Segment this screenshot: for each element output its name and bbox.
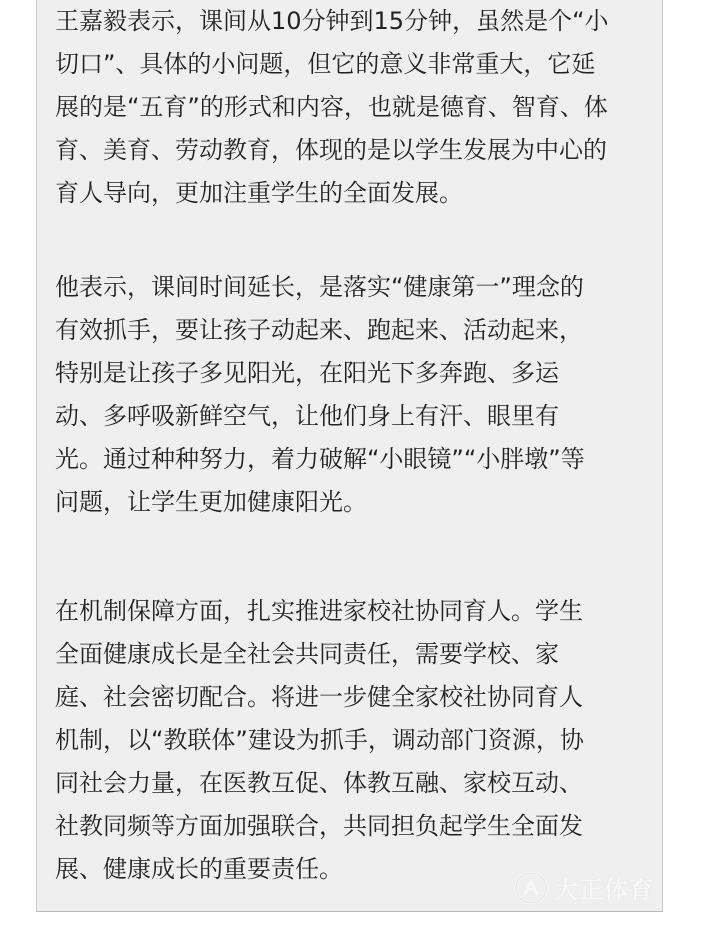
- text-line: 展、健康成长的重要责任。: [55, 855, 343, 883]
- text-line: 机制，以“教联体”建设为抓手，调动部门资源，协: [55, 726, 584, 754]
- text-line: 在机制保障方面，扎实推进家校社协同育人。学生: [55, 597, 583, 625]
- text-line: 庭、社会密切配合。将进一步健全家校社协同育人: [55, 683, 583, 711]
- brand-logo-icon: [514, 871, 548, 905]
- text-line: 特别是让孩子多见阳光，在阳光下多奔跑、多运: [55, 359, 559, 387]
- text-line: 动、多呼吸新鲜空气，让他们身上有汗、眼里有: [55, 402, 559, 430]
- text-line: 同社会力量，在医教互促、体教互融、家校互动、: [55, 769, 583, 797]
- text-line: 王嘉毅表示，课间从10分钟到15分钟，虽然是个“小: [55, 7, 609, 35]
- text-line: 切口”、具体的小问题，但它的意义非常重大，它延: [55, 50, 596, 78]
- text-line: 全面健康成长是全社会共同责任，需要学校、家: [55, 640, 559, 668]
- paragraph-2: [55, 266, 647, 524]
- paragraph-3: [55, 590, 647, 891]
- watermark: [514, 870, 654, 905]
- text-line: 育、美育、劳动教育，体现的是以学生发展为中心的: [55, 136, 607, 164]
- article-card: [36, 0, 663, 912]
- text-line: 光。通过种种努力，着力破解“小眼镜”“小胖墩”等: [55, 445, 585, 473]
- watermark-text: 大正体育: [554, 875, 654, 904]
- text-line: 社教同频等方面加强联合，共同担负起学生全面发: [55, 812, 583, 840]
- text-line: 有效抓手，要让孩子动起来、跑起来、活动起来，: [55, 316, 583, 344]
- paragraph-1: [55, 0, 647, 215]
- text-line: 育人导向，更加注重学生的全面发展。: [55, 179, 463, 207]
- text-line: 他表示，课间时间延长，是落实“健康第一”理念的: [55, 273, 584, 301]
- text-line: 问题，让学生更加健康阳光。: [55, 488, 367, 516]
- text-line: 展的是“五育”的形式和内容，也就是德育、智育、体: [55, 93, 608, 121]
